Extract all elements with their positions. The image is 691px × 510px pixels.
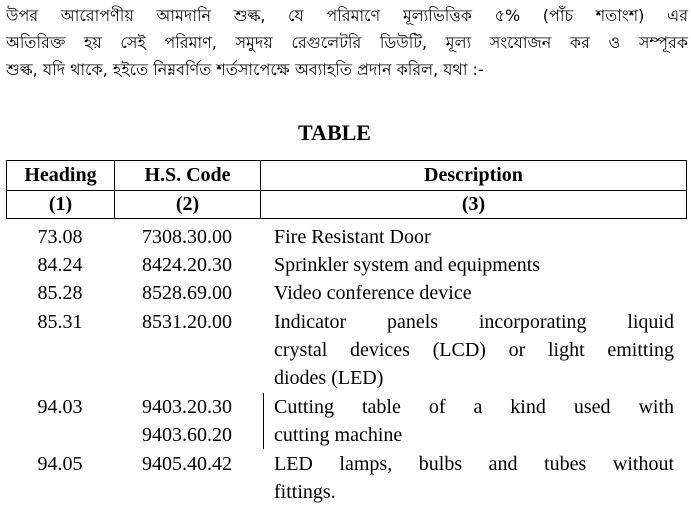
table-header (6, 160, 687, 219)
row-description (274, 251, 674, 279)
hs-code-line: 9403.60.20 (142, 424, 232, 446)
row-description (274, 279, 674, 307)
row-hs-code: 9405.40.42 (142, 453, 232, 475)
row-description (274, 450, 674, 506)
row-description (274, 223, 674, 251)
description-line: fittings. (274, 481, 336, 503)
row-hs-code: 8528.69.00 (142, 282, 232, 304)
header-heading: Heading (7, 161, 115, 191)
description-line: Indicator panels incorporating liquid (274, 311, 674, 333)
hs-code-line: 9403.20.30 (142, 396, 232, 418)
column-number-2: (2) (115, 191, 261, 219)
row-heading: 85.31 (37, 311, 83, 333)
row-hs-code: 8531.20.00 (142, 311, 232, 333)
row-heading: 94.03 (37, 396, 83, 418)
column-number-1: (1) (7, 191, 115, 219)
description-line: Cutting table of a kind used with (274, 396, 674, 418)
description-line: Fire Resistant Door (274, 226, 431, 248)
intro-line: শুল্ক, যদি থাকে, হইতে নিম্নবর্ণিত শর্তসাপেক্ষে অব্যাহতি প্রদান করিল, যথা :- (6, 60, 484, 79)
row-heading: 94.05 (37, 453, 83, 475)
column-divider (263, 393, 264, 449)
intro-line: উপর আরোপণীয় আমদানি শুল্ক, যে পরিমাণে মূল্যভিত্তিক ৫% (পাঁচ শতাংশ) এর (6, 6, 688, 25)
row-hs-code (114, 393, 260, 449)
row-heading: 73.08 (37, 226, 83, 248)
description-line: Sprinkler system and equipments (274, 254, 541, 276)
description-line: cutting machine (274, 424, 403, 446)
row-heading: 84.24 (37, 254, 83, 276)
header-description: Description (261, 161, 687, 191)
intro-line: অতিরিক্ত হয় সেই পরিমাণ, সমুদয় রেগুলেটরি ডিউটি, মূল্য সংযোজন কর ও সম্পূরক (6, 33, 688, 52)
header-hs-code: H.S. Code (115, 161, 261, 191)
column-number-3: (3) (261, 191, 687, 219)
description-line: Video conference device (274, 282, 472, 304)
row-heading: 85.28 (37, 282, 83, 304)
description-line: crystal devices (LCD) or light emitting (274, 339, 674, 361)
row-description (274, 308, 674, 392)
table-title: TABLE (298, 120, 371, 145)
description-line: diodes (LED) (274, 367, 384, 389)
description-line: LED lamps, bulbs and tubes without (274, 453, 674, 475)
row-description (274, 393, 674, 449)
row-hs-code: 8424.20.30 (142, 254, 232, 276)
row-hs-code: 7308.30.00 (142, 226, 232, 248)
intro-paragraph (6, 2, 688, 83)
